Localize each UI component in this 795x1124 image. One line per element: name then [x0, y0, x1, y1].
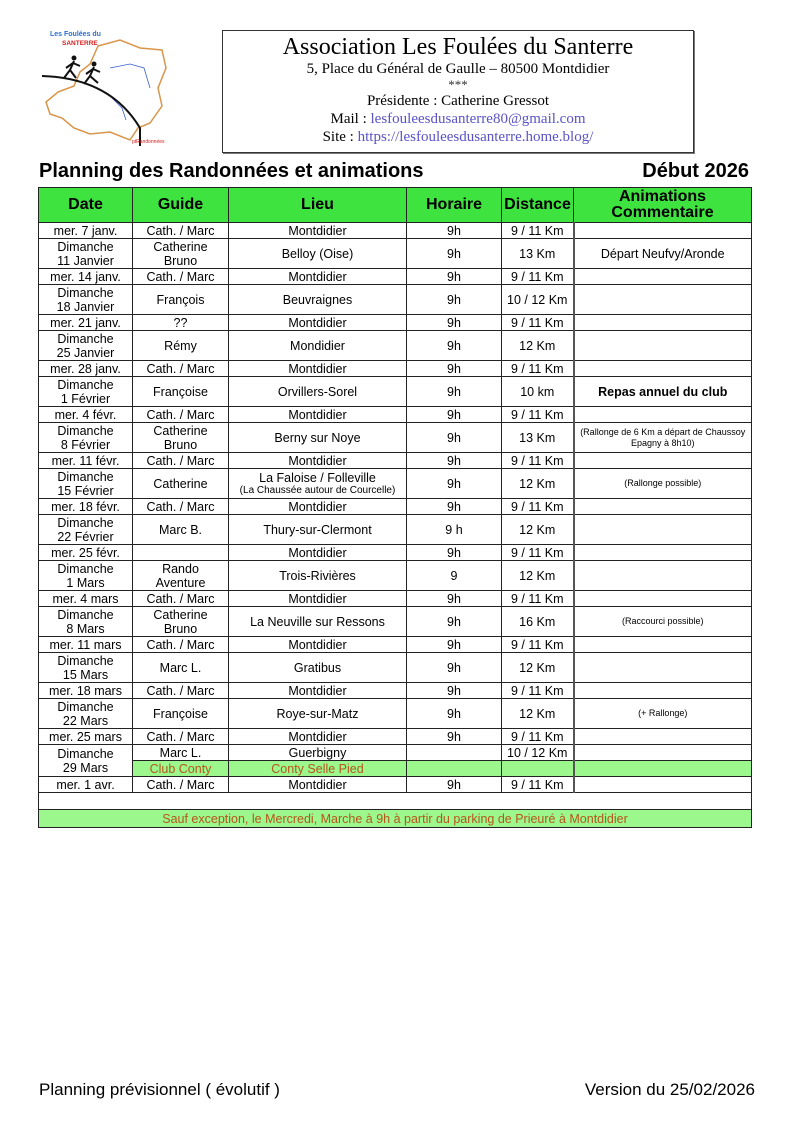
- lieu-cell: Montdidier: [229, 269, 407, 285]
- comment-cell-alt: [574, 761, 752, 777]
- distance-cell-alt: [502, 761, 574, 777]
- horaire-cell: 9h: [407, 223, 502, 239]
- table-row: [39, 315, 752, 331]
- col-guide: Guide: [133, 188, 229, 223]
- comment-cell: (Rallonge possible): [574, 469, 752, 499]
- comment-cell: [574, 777, 752, 793]
- footer-version: Version du 25/02/2026: [584, 1080, 755, 1099]
- guide-cell: ??: [133, 315, 229, 331]
- association-logo: [40, 28, 170, 148]
- guide-cell: Françoise: [133, 699, 229, 729]
- col-date: Date: [39, 188, 133, 223]
- date-cell: mer. 4 févr.: [39, 407, 133, 423]
- lieu-cell: La Neuville sur Ressons: [229, 607, 407, 637]
- horaire-cell: 9h: [407, 423, 502, 453]
- date-cell: mer. 28 janv.: [39, 361, 133, 377]
- mail-label: Mail :: [330, 111, 371, 127]
- horaire-cell: 9h: [407, 239, 502, 269]
- guide-cell: Cath. / Marc: [133, 637, 229, 653]
- horaire-cell: 9h: [407, 269, 502, 285]
- comment-cell: [574, 515, 752, 545]
- horaire-cell: 9h: [407, 545, 502, 561]
- table-row: [39, 239, 752, 269]
- guide-cell: Cath. / Marc: [133, 361, 229, 377]
- guide-cell: Cath. / Marc: [133, 269, 229, 285]
- horaire-cell: 9 h: [407, 515, 502, 545]
- blank-row: [39, 793, 752, 810]
- footer-note: Planning prévisionnel ( évolutif ): [39, 1080, 280, 1099]
- planning-table: [38, 187, 752, 828]
- distance-cell: 9 / 11 Km: [502, 777, 574, 793]
- comment-cell: [574, 269, 752, 285]
- guide-cell: Cath. / Marc: [133, 453, 229, 469]
- logo-tag: ptRandonnées: [132, 139, 165, 145]
- date-cell: mer. 7 janv.: [39, 223, 133, 239]
- col-horaire: Horaire: [407, 188, 502, 223]
- date-cell: Dimanche 22 Février: [39, 515, 133, 545]
- association-header: [222, 30, 694, 153]
- table-row: [39, 223, 752, 239]
- guide-cell: Marc B.: [133, 515, 229, 545]
- association-name: Association Les Foulées du Santerre: [282, 34, 634, 60]
- col-lieu: Lieu: [229, 188, 407, 223]
- distance-cell: 12 Km: [502, 561, 574, 591]
- lieu-cell: Thury-sur-Clermont: [229, 515, 407, 545]
- date-cell: mer. 25 mars: [39, 729, 133, 745]
- date-cell: Dimanche 29 Mars: [39, 745, 133, 777]
- guide-cell: Rando Aventure: [133, 561, 229, 591]
- date-cell: Dimanche 1 Février: [39, 377, 133, 407]
- table-row: [39, 423, 752, 453]
- distance-cell: 9 / 11 Km: [502, 637, 574, 653]
- distance-cell: 10 / 12 Km: [502, 745, 574, 761]
- date-cell: mer. 11 févr.: [39, 453, 133, 469]
- comment-cell: Départ Neufvy/Aronde: [574, 239, 752, 269]
- comment-cell: (Rallonge de 6 Km a départ de Chaussoy Epagny à 8h10): [574, 423, 752, 453]
- lieu-cell: Gratibus: [229, 653, 407, 683]
- horaire-cell: 9h: [407, 591, 502, 607]
- mail-link[interactable]: lesfouleesdusanterre80@gmail.com: [370, 111, 586, 127]
- horaire-cell: 9h: [407, 285, 502, 315]
- table-row: [39, 377, 752, 407]
- horaire-cell: [407, 745, 502, 761]
- site-link[interactable]: https://lesfouleesdusanterre.home.blog/: [357, 129, 594, 145]
- guide-cell: Cath. / Marc: [133, 729, 229, 745]
- separator-stars: ***: [448, 77, 468, 92]
- wednesday-note-row: [39, 810, 752, 828]
- guide-cell: Catherine Bruno: [133, 607, 229, 637]
- comment-cell: Repas annuel du club: [574, 377, 752, 407]
- lieu-cell: Berny sur Noye: [229, 423, 407, 453]
- distance-cell: 9 / 11 Km: [502, 223, 574, 239]
- table-row: [39, 653, 752, 683]
- date-cell: Dimanche 8 Mars: [39, 607, 133, 637]
- table-row: [39, 407, 752, 423]
- distance-cell: 13 Km: [502, 423, 574, 453]
- horaire-cell: 9h: [407, 469, 502, 499]
- guide-cell: Cath. / Marc: [133, 683, 229, 699]
- horaire-cell: 9h: [407, 361, 502, 377]
- lieu-cell: La Faloise / Folleville (La Chaussée autour de Courcelle): [229, 469, 407, 499]
- table-row: [39, 637, 752, 653]
- date-cell: Dimanche 15 Février: [39, 469, 133, 499]
- logo-line1: Les Foulées du: [50, 31, 101, 38]
- table-row-alt: [39, 761, 752, 777]
- guide-cell: François: [133, 285, 229, 315]
- site-label: Site :: [322, 129, 358, 145]
- lieu-cell: Belloy (Oise): [229, 239, 407, 269]
- mail-line: [223, 110, 693, 128]
- lieu-cell: Montdidier: [229, 315, 407, 331]
- guide-cell: Rémy: [133, 331, 229, 361]
- table-row: [39, 729, 752, 745]
- lieu-cell: Montdidier: [229, 683, 407, 699]
- comment-cell: [574, 637, 752, 653]
- distance-cell: 9 / 11 Km: [502, 269, 574, 285]
- comment-cell: [574, 499, 752, 515]
- horaire-cell: 9h: [407, 453, 502, 469]
- table-header-row: [39, 188, 752, 223]
- lieu-cell: Montdidier: [229, 499, 407, 515]
- lieu-cell-alt: Conty Selle Pied: [229, 761, 407, 777]
- horaire-cell: 9h: [407, 499, 502, 515]
- table-row: [39, 683, 752, 699]
- horaire-cell: 9h: [407, 683, 502, 699]
- horaire-cell: 9h: [407, 637, 502, 653]
- table-row: [39, 469, 752, 499]
- horaire-cell: 9: [407, 561, 502, 591]
- guide-cell: Catherine Bruno: [133, 423, 229, 453]
- page-title: Planning des Randonnées et animations: [39, 160, 424, 182]
- comment-cell: [574, 745, 752, 761]
- horaire-cell-alt: [407, 761, 502, 777]
- table-row: [39, 777, 752, 793]
- guide-cell: Cath. / Marc: [133, 591, 229, 607]
- date-cell: mer. 11 mars: [39, 637, 133, 653]
- table-row: [39, 269, 752, 285]
- distance-cell: 12 Km: [502, 331, 574, 361]
- comment-cell: [574, 331, 752, 361]
- guide-cell: Marc L.: [133, 745, 229, 761]
- lieu-cell: Orvillers-Sorel: [229, 377, 407, 407]
- guide-cell: Cath. / Marc: [133, 777, 229, 793]
- comment-cell: [574, 561, 752, 591]
- distance-cell: 12 Km: [502, 515, 574, 545]
- comment-cell: [574, 361, 752, 377]
- lieu-cell: Guerbigny: [229, 745, 407, 761]
- horaire-cell: 9h: [407, 607, 502, 637]
- table-row: [39, 591, 752, 607]
- blank-cell: [39, 793, 752, 810]
- table-row: [39, 515, 752, 545]
- comment-cell: [574, 545, 752, 561]
- table-row: [39, 285, 752, 315]
- table-row: [39, 745, 752, 761]
- guide-cell: Catherine Bruno: [133, 239, 229, 269]
- guide-cell: [133, 545, 229, 561]
- distance-cell: 10 km: [502, 377, 574, 407]
- comment-cell: (Raccourci possible): [574, 607, 752, 637]
- lieu-cell: Roye-sur-Matz: [229, 699, 407, 729]
- table-row: [39, 453, 752, 469]
- date-cell: Dimanche 18 Janvier: [39, 285, 133, 315]
- distance-cell: 16 Km: [502, 607, 574, 637]
- horaire-cell: 9h: [407, 315, 502, 331]
- horaire-cell: 9h: [407, 777, 502, 793]
- date-cell: mer. 21 janv.: [39, 315, 133, 331]
- date-cell: Dimanche 8 Février: [39, 423, 133, 453]
- lieu-cell: Montdidier: [229, 453, 407, 469]
- lieu-cell: Montdidier: [229, 545, 407, 561]
- table-row: [39, 607, 752, 637]
- date-cell: Dimanche 1 Mars: [39, 561, 133, 591]
- col-animations: Animations Commentaire: [574, 188, 752, 223]
- guide-cell: Cath. / Marc: [133, 223, 229, 239]
- date-cell: Dimanche 11 Janvier: [39, 239, 133, 269]
- distance-cell: 12 Km: [502, 699, 574, 729]
- lieu-cell: Beuvraignes: [229, 285, 407, 315]
- horaire-cell: 9h: [407, 331, 502, 361]
- table-row: [39, 545, 752, 561]
- distance-cell: 12 Km: [502, 469, 574, 499]
- horaire-cell: 9h: [407, 407, 502, 423]
- distance-cell: 9 / 11 Km: [502, 545, 574, 561]
- guide-cell: Françoise: [133, 377, 229, 407]
- comment-cell: [574, 285, 752, 315]
- table-row: [39, 331, 752, 361]
- distance-cell: 9 / 11 Km: [502, 315, 574, 331]
- distance-cell: 9 / 11 Km: [502, 453, 574, 469]
- comment-cell: [574, 591, 752, 607]
- table-row: [39, 361, 752, 377]
- distance-cell: 9 / 11 Km: [502, 499, 574, 515]
- date-cell: Dimanche 22 Mars: [39, 699, 133, 729]
- guide-cell: Catherine: [133, 469, 229, 499]
- lieu-cell: Trois-Rivières: [229, 561, 407, 591]
- president: Présidente : Catherine Gressot: [366, 93, 550, 109]
- comment-cell: [574, 653, 752, 683]
- guide-cell: Marc L.: [133, 653, 229, 683]
- distance-cell: 9 / 11 Km: [502, 591, 574, 607]
- col-distance: Distance: [502, 188, 574, 223]
- comment-cell: [574, 223, 752, 239]
- distance-cell: 10 / 12 Km: [502, 285, 574, 315]
- association-address: 5, Place du Général de Gaulle – 80500 Montdidier: [306, 61, 610, 77]
- period-label: Début 2026: [642, 160, 749, 182]
- table-row: [39, 499, 752, 515]
- horaire-cell: 9h: [407, 377, 502, 407]
- table-row: [39, 561, 752, 591]
- site-line: [223, 128, 693, 146]
- lieu-cell: Montdidier: [229, 223, 407, 239]
- lieu-cell: Montdidier: [229, 777, 407, 793]
- guide-cell: Cath. / Marc: [133, 407, 229, 423]
- date-cell: mer. 25 févr.: [39, 545, 133, 561]
- lieu-cell: Montdidier: [229, 591, 407, 607]
- distance-cell: 9 / 11 Km: [502, 361, 574, 377]
- horaire-cell: 9h: [407, 729, 502, 745]
- comment-cell: [574, 453, 752, 469]
- horaire-cell: 9h: [407, 653, 502, 683]
- lieu-cell: Montdidier: [229, 637, 407, 653]
- distance-cell: 9 / 11 Km: [502, 683, 574, 699]
- lieu-cell: Mondidier: [229, 331, 407, 361]
- date-cell: mer. 14 janv.: [39, 269, 133, 285]
- lieu-cell: Montdidier: [229, 361, 407, 377]
- horaire-cell: 9h: [407, 699, 502, 729]
- logo-line2: SANTERRE: [62, 40, 98, 47]
- comment-cell: [574, 315, 752, 331]
- lieu-cell: Montdidier: [229, 407, 407, 423]
- comment-cell: [574, 683, 752, 699]
- guide-cell: Cath. / Marc: [133, 499, 229, 515]
- table-row: [39, 699, 752, 729]
- date-cell: Dimanche 25 Janvier: [39, 331, 133, 361]
- date-cell: mer. 18 mars: [39, 683, 133, 699]
- wednesday-note: Sauf exception, le Mercredi, Marche à 9h à partir du parking de Prieuré à Montdidier: [39, 810, 752, 828]
- date-cell: mer. 4 mars: [39, 591, 133, 607]
- date-cell: mer. 18 févr.: [39, 499, 133, 515]
- distance-cell: 9 / 11 Km: [502, 729, 574, 745]
- date-cell: Dimanche 15 Mars: [39, 653, 133, 683]
- distance-cell: 12 Km: [502, 653, 574, 683]
- comment-cell: [574, 407, 752, 423]
- comment-cell: [574, 729, 752, 745]
- distance-cell: 9 / 11 Km: [502, 407, 574, 423]
- lieu-cell: Montdidier: [229, 729, 407, 745]
- comment-cell: (+ Rallonge): [574, 699, 752, 729]
- date-cell: mer. 1 avr.: [39, 777, 133, 793]
- distance-cell: 13 Km: [502, 239, 574, 269]
- guide-cell-alt: Club Conty: [133, 761, 229, 777]
